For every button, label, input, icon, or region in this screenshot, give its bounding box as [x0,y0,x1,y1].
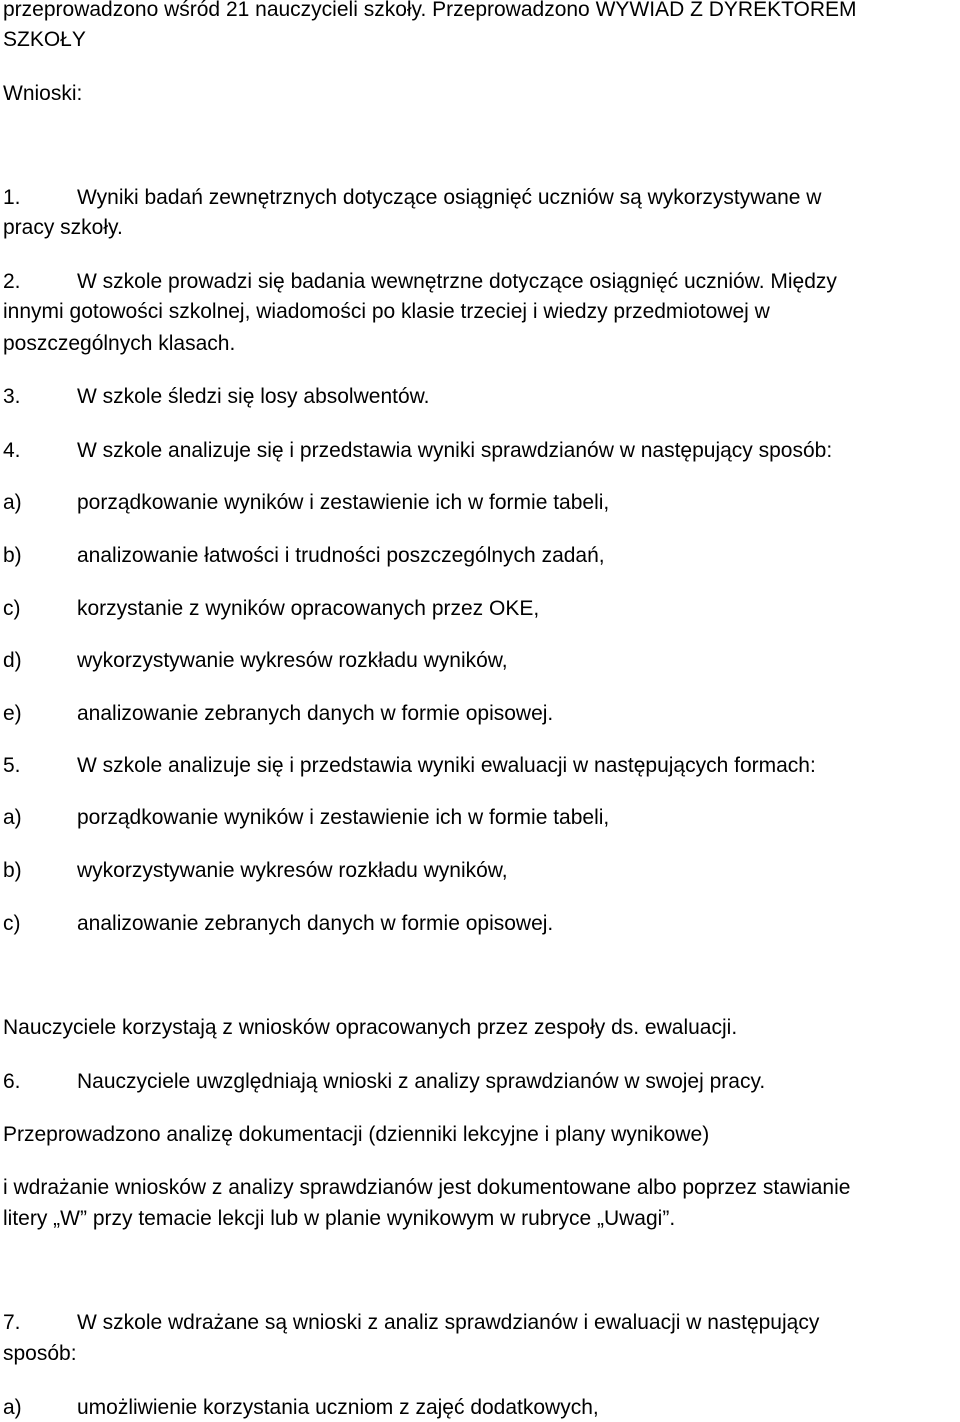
list-letter: b) [3,859,22,882]
list-text: analizowanie łatwości i trudności poszczególnych zadań, [77,544,605,567]
list-text: porządkowanie wyników i zestawienie ich w formie tabeli, [77,806,610,829]
conclusions-label: Wnioski: [3,82,83,105]
item-text: W szkole śledzi się losy absolwentów. [77,385,430,408]
item-number: 4. [3,439,21,462]
item-number: 3. [3,385,21,408]
item-7 [3,1309,819,1337]
list-letter: e) [3,702,22,725]
intro-line-2: SZKOŁY [3,28,86,51]
item-2-continuation: innymi gotowości szkolnej, wiadomości po klasie trzeciej i wiedzy przedmiotowej w [3,300,770,323]
item-number: 5. [3,754,21,777]
item-number: 6. [3,1070,21,1093]
list-letter: c) [3,912,21,935]
item-5 [3,752,816,780]
item-3 [3,383,429,411]
analysis-note: Przeprowadzono analizę dokumentacji (dzienniki lekcyjne i plany wynikowe) [3,1123,710,1146]
teachers-note: Nauczyciele korzystają z wniosków opracowanych przez zespoły ds. ewaluacji. [3,1016,738,1039]
implementation-line-1: i wdrażanie wniosków z analizy sprawdzianów jest dokumentowane albo poprzez stawianie [3,1176,851,1199]
list4-item-b [3,542,605,570]
list-letter: c) [3,597,21,620]
list5-item-c [3,910,553,938]
item-text: W szkole analizuje się i przedstawia wyniki sprawdzianów w następujący sposób: [77,439,833,462]
item-number: 7. [3,1311,21,1334]
list-letter: a) [3,806,22,829]
item-text: Nauczyciele uwzględniają wnioski z analizy sprawdzianów w swojej pracy. [77,1070,766,1093]
item-number: 1. [3,186,21,209]
intro-line-1: przeprowadzono wśród 21 nauczycieli szkoły. Przeprowadzono WYWIAD Z DYREKTOREM [3,0,857,21]
list4-item-a [3,489,609,517]
item-1 [3,184,821,212]
list-letter: d) [3,649,22,672]
item-6 [3,1068,765,1096]
list4-item-d [3,647,508,675]
item-text: Wyniki badań zewnętrznych dotyczące osiągnięć uczniów są wykorzystywane w [77,186,822,209]
list-text: analizowanie zebranych danych w formie opisowej. [77,912,554,935]
item-4 [3,437,832,465]
list-text: porządkowanie wyników i zestawienie ich w formie tabeli, [77,491,610,514]
list4-item-c [3,595,539,623]
item-7-continuation: sposób: [3,1342,77,1365]
list-text: umożliwienie korzystania uczniom z zajęć dodatkowych, [77,1396,599,1419]
list-text: wykorzystywanie wykresów rozkładu wyników, [77,649,508,672]
item-text: W szkole prowadzi się badania wewnętrzne dotyczące osiągnięć uczniów. Między [77,270,837,293]
list-text: wykorzystywanie wykresów rozkładu wyników, [77,859,508,882]
list7-item-a [3,1394,599,1422]
list-letter: b) [3,544,22,567]
list4-item-e [3,700,553,728]
implementation-line-2: litery „W” przy temacie lekcji lub w planie wynikowym w rubryce „Uwagi”. [3,1207,676,1230]
list5-item-b [3,857,508,885]
item-2 [3,268,837,296]
item-2-continuation: poszczególnych klasach. [3,332,236,355]
list-letter: a) [3,1396,22,1419]
item-text: W szkole wdrażane są wnioski z analiz sprawdzianów i ewaluacji w następujący [77,1311,820,1334]
item-number: 2. [3,270,21,293]
list-text: korzystanie z wyników opracowanych przez OKE, [77,597,540,620]
list5-item-a [3,804,609,832]
list-text: analizowanie zebranych danych w formie opisowej. [77,702,554,725]
list-letter: a) [3,491,22,514]
item-text: W szkole analizuje się i przedstawia wyniki ewaluacji w następujących formach: [77,754,816,777]
item-1-continuation: pracy szkoły. [3,216,123,239]
